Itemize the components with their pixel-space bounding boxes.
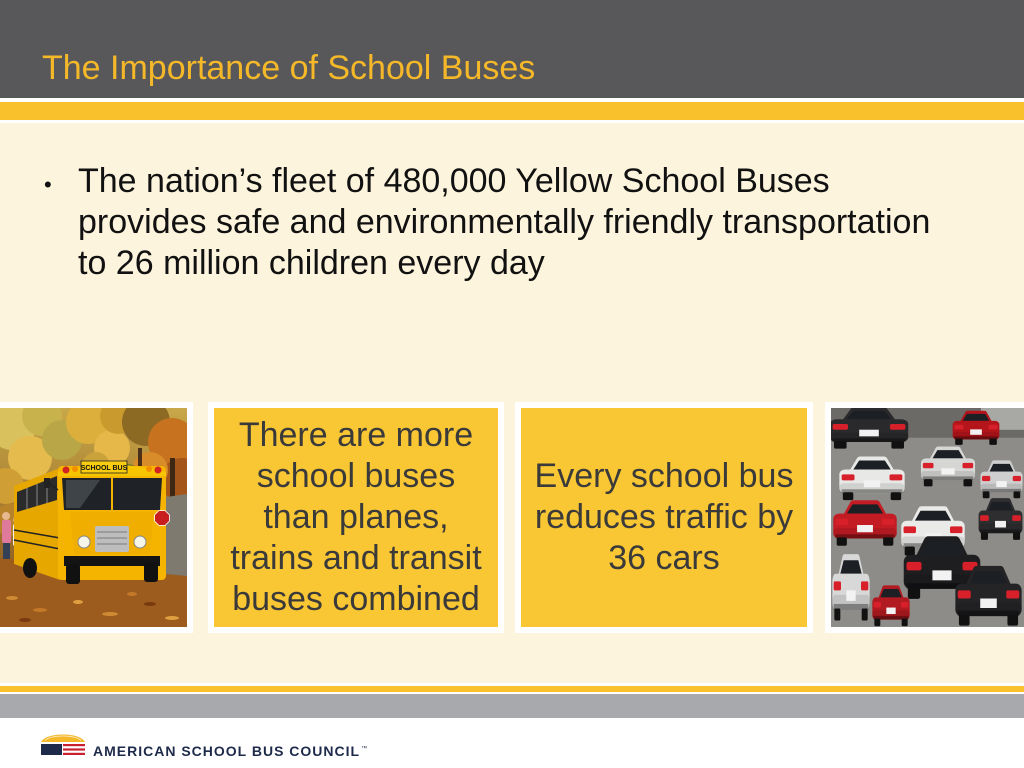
fact-panel-fill	[521, 408, 807, 627]
traffic-photo	[831, 408, 1024, 627]
bottom-accent-stripe	[0, 686, 1024, 692]
trademark-symbol: ™	[361, 746, 368, 752]
slide-title: The Importance of School Buses	[42, 49, 536, 87]
bus-sign-text: SCHOOL BUS	[80, 465, 128, 472]
school-bus-council-logo-icon	[40, 731, 86, 759]
school-bus-photo	[0, 408, 187, 627]
traffic-photo-frame	[825, 402, 1024, 633]
top-accent-stripe	[0, 102, 1024, 120]
bullet-text: The nation’s fleet of 480,000 Yellow School Buses provides safe and environmentally friendly transportation to 26 million children every day	[78, 162, 931, 282]
bullet-marker: •	[44, 172, 52, 197]
organization-logo-text	[93, 742, 367, 758]
organization-name: AMERICAN SCHOOL BUS COUNCIL	[93, 743, 361, 759]
traffic-photo-area	[831, 408, 1024, 627]
fact-panel-buses-vs-transit	[208, 402, 504, 633]
fact-panel-traffic-reduction	[515, 402, 813, 633]
stop-sign	[155, 511, 170, 526]
title-bar	[0, 0, 1024, 98]
school-bus-photo-area	[0, 408, 187, 627]
footer-band	[0, 694, 1024, 718]
school-bus	[14, 461, 169, 584]
fact-text: There are more school buses than planes, trains and transit buses combined	[230, 416, 482, 618]
fact-text: Every school bus reduces traffic by 36 cars	[534, 457, 794, 577]
fact-panel-fill	[214, 408, 498, 627]
school-bus-photo-frame	[0, 402, 193, 633]
